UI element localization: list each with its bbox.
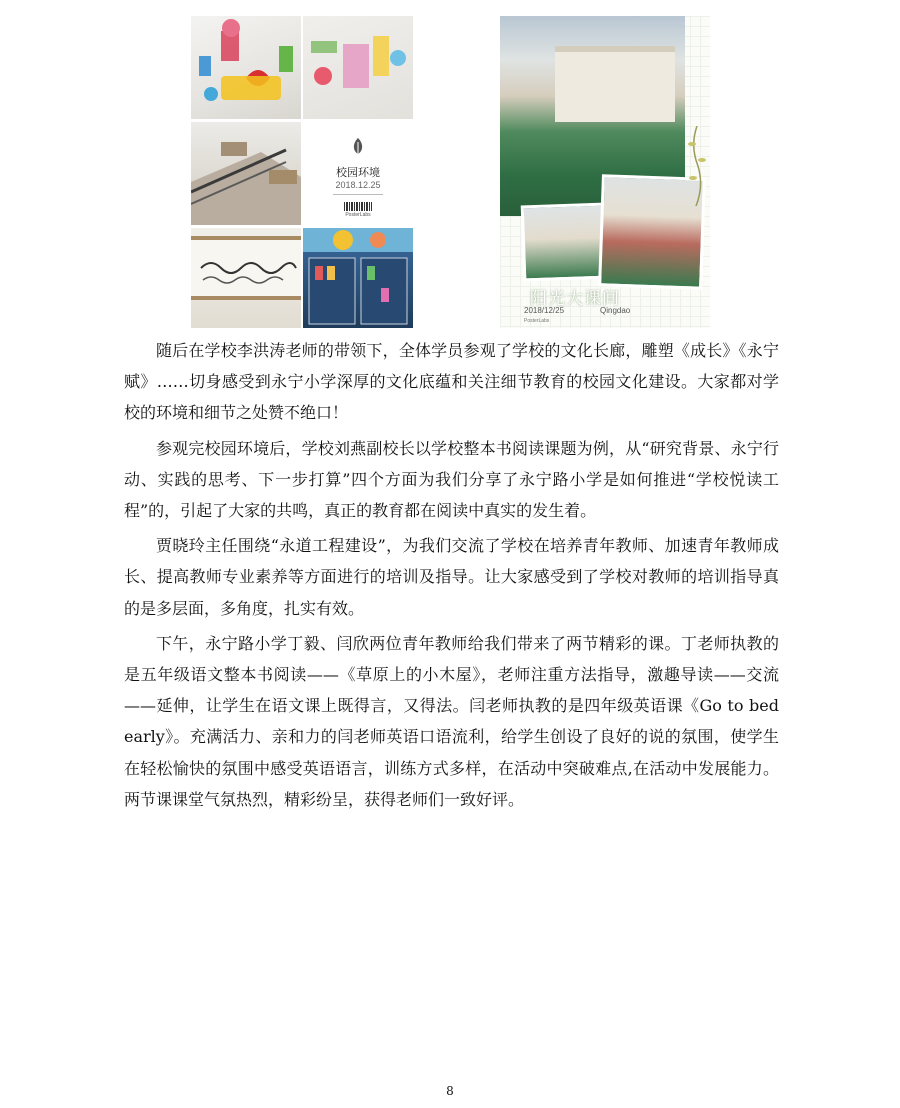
vine-decoration-icon <box>686 126 708 206</box>
collage-date: 2018.12.25 <box>335 180 381 190</box>
collage-barcode-text: PosterLabs <box>345 212 371 218</box>
campus-environment-collage <box>191 16 413 328</box>
paragraph-reading-project: 参观完校园环境后，学校刘燕副校长以学校整本书阅读课题为例，从“研究背景、永宁行动、实践的思考、下一步打算”四个方面为我们分享了永宁路小学是如何推进“学校悦读工程”的，引起了大家的共鸣，真正的教育都在阅读中真实的发生着。 <box>124 438 779 521</box>
sunshine-photo-title: 阳光大课间 <box>530 289 620 309</box>
sunshine-photo-city: Qingdao <box>600 306 631 315</box>
sunshine-photo-watermark: PosterLabs <box>524 318 550 324</box>
reading-corner-graphic <box>303 228 413 328</box>
culture-wall-graphic <box>191 16 301 119</box>
article-body <box>124 335 779 819</box>
paragraph-visit-corridor: 随后在学校李洪涛老师的带领下，全体学员参观了学校的文化长廊，雕塑《成长》《永宁赋》……切身感受到永宁小学深厚的文化底蕴和关注细节教育的校园文化建设。大家都对学校的环境和细节之处赞不绝口！ <box>124 341 779 423</box>
sunshine-exercise-photo <box>500 16 710 328</box>
staircase-graphic <box>191 122 301 225</box>
culture-wall-photo <box>191 16 301 119</box>
reading-corner-photo <box>303 228 413 328</box>
collage-title: 校园环境 <box>336 166 380 179</box>
leaf-icon <box>352 138 364 156</box>
collage-title-card <box>303 122 413 225</box>
collage-divider <box>333 194 383 195</box>
letters-wall-photo <box>303 16 413 119</box>
paragraph-teacher-training: 贾晓玲主任围绕“永道工程建设”，为我们交流了学校在培养青年教师、加速青年教师成长、提高教师专业素养等方面进行的培训及指导。让大家感受到了学校对教师的培训指导真的是多层面，多角度，扎实有效。 <box>124 536 779 618</box>
page-number: 8 <box>446 1084 454 1098</box>
school-building <box>555 46 675 122</box>
letters-wall-graphic <box>303 16 413 119</box>
calligraphy-wall-graphic <box>191 228 301 328</box>
calligraphy-wall-photo <box>191 228 301 328</box>
paragraph-afternoon-lessons: 下午，永宁路小学丁毅、闫欣两位青年教师给我们带来了两节精彩的课。丁老师执教的是五年级语文整本书阅读——《草原上的小木屋》，老师注重方法指导，激趣导读——交流——延伸，让学生在语文课上既得言，又得法。闫老师执教的是四年级英语课《Go to bed early》。充满活力、亲和力的闫老师英语口语流利，给学生创设了良好的说的氛围，使学生在轻松愉快的氛围中感受英语语言，训练方式多样，在活动中突破难点,在活动中发展能力。两节课课堂气氛热烈，精彩纷呈，获得老师们一致好评。 <box>124 633 779 809</box>
barcode-icon <box>344 202 372 211</box>
playground-inset-photo-1 <box>521 203 610 282</box>
staircase-photo <box>191 122 301 225</box>
sunshine-photo-date: 2018/12/25 <box>524 306 565 315</box>
